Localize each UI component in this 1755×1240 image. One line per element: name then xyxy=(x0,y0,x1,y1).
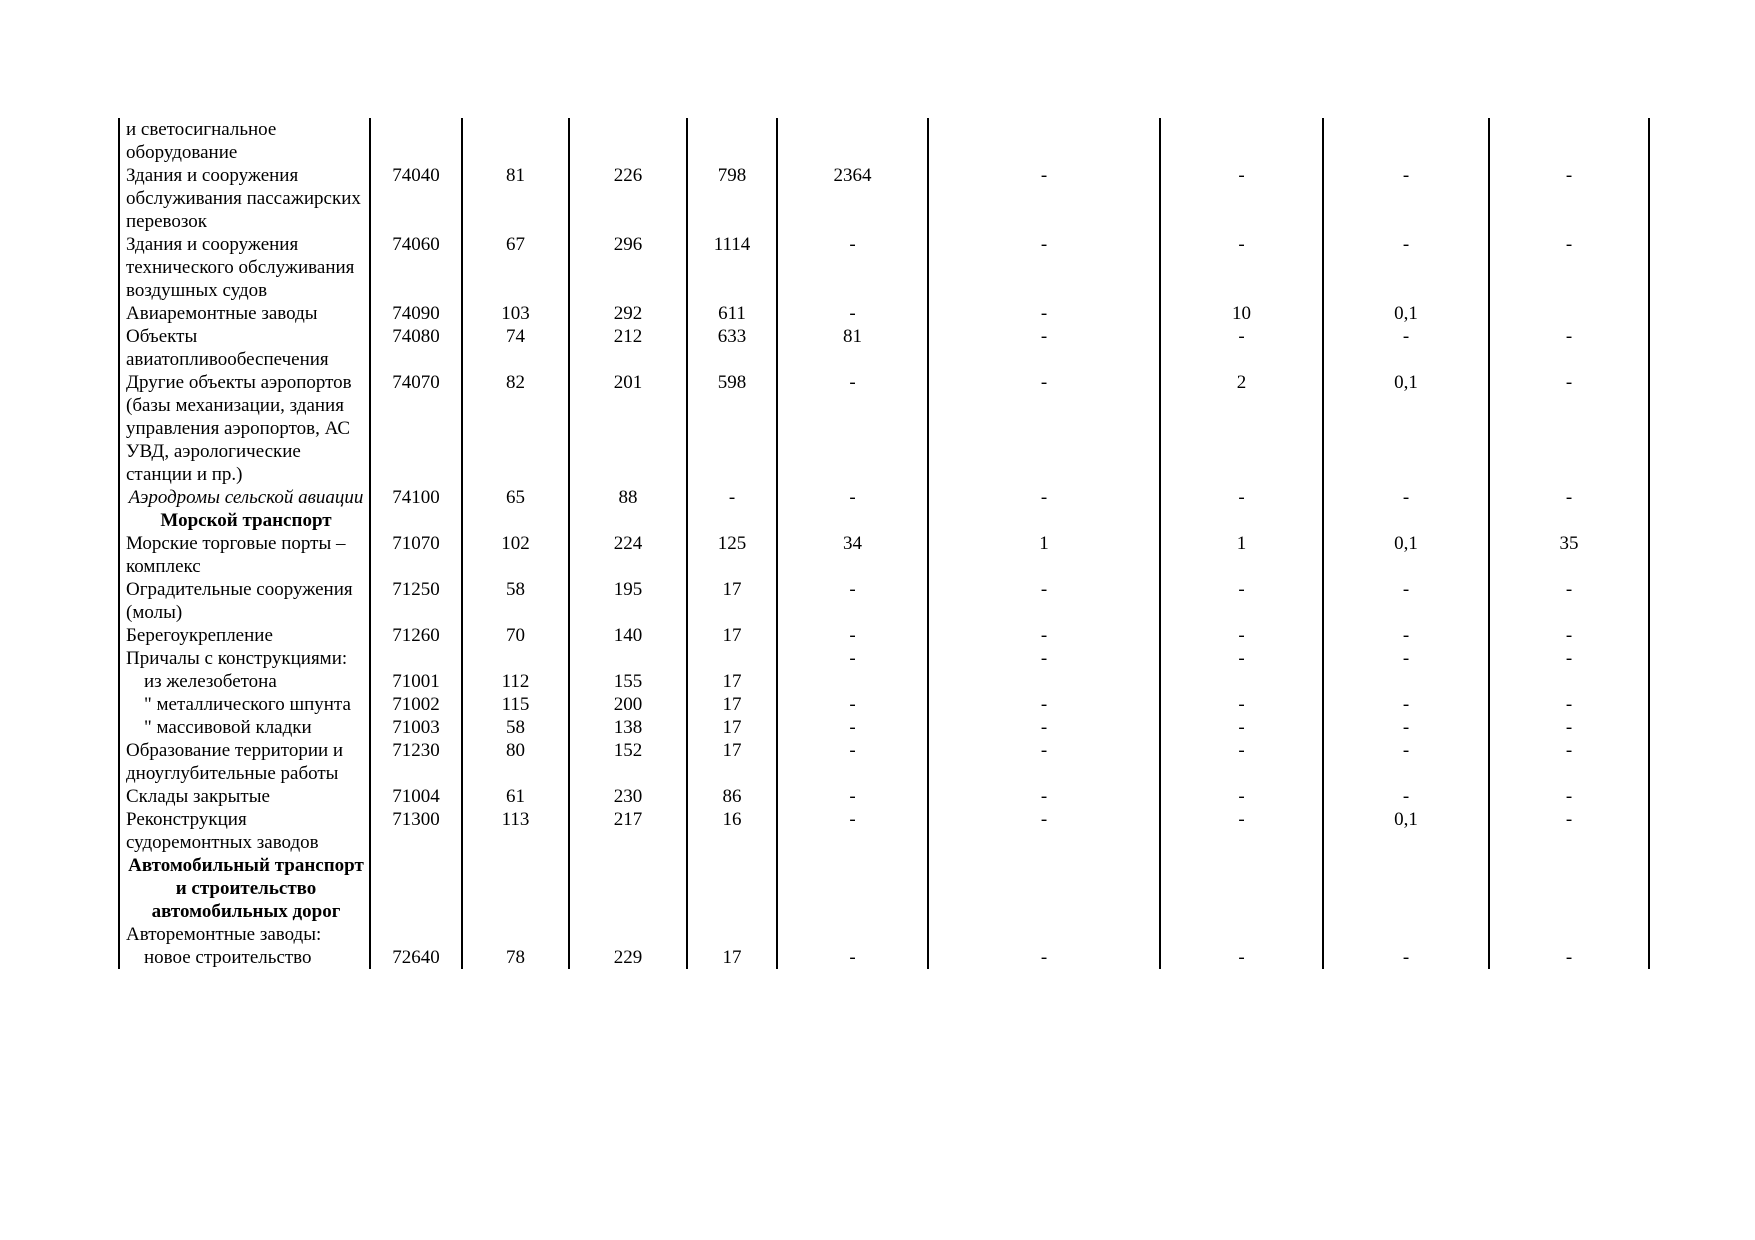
table-cell xyxy=(777,854,928,923)
table-cell: 71260 xyxy=(370,624,462,647)
table-cell: - xyxy=(1489,164,1649,233)
row-label: Здания и сооружения технического обслуживания воздушных судов xyxy=(119,233,370,302)
table-cell: 71230 xyxy=(370,739,462,785)
table-cell xyxy=(1160,670,1323,693)
table-cell: 103 xyxy=(462,302,569,325)
table-cell xyxy=(569,118,687,164)
table-row xyxy=(119,624,1649,647)
table-cell: 598 xyxy=(687,371,777,486)
table-row xyxy=(119,808,1649,854)
table-cell: 67 xyxy=(462,233,569,302)
table-cell: 71250 xyxy=(370,578,462,624)
table-row xyxy=(119,164,1649,233)
table-row xyxy=(119,647,1649,670)
table-cell: 10 xyxy=(1160,302,1323,325)
table-cell: 201 xyxy=(569,371,687,486)
table-cell: - xyxy=(928,808,1160,854)
table-cell: - xyxy=(1323,624,1489,647)
table-row xyxy=(119,578,1649,624)
table-cell: 2 xyxy=(1160,371,1323,486)
table-cell: 0,1 xyxy=(1323,808,1489,854)
table-cell: 74070 xyxy=(370,371,462,486)
table-cell: - xyxy=(1489,325,1649,371)
table-cell xyxy=(687,854,777,923)
table-cell: 17 xyxy=(687,670,777,693)
table-cell: - xyxy=(1323,946,1489,969)
table-cell xyxy=(687,923,777,946)
table-cell: - xyxy=(1323,716,1489,739)
table-cell xyxy=(777,923,928,946)
table-cell: 71001 xyxy=(370,670,462,693)
row-label: Оградительные сооружения (молы) xyxy=(119,578,370,624)
table-cell xyxy=(462,923,569,946)
table-cell: 78 xyxy=(462,946,569,969)
table-cell xyxy=(1160,118,1323,164)
table-row xyxy=(119,509,1649,532)
table-cell: - xyxy=(928,716,1160,739)
table-cell: - xyxy=(1323,164,1489,233)
table-cell: - xyxy=(928,371,1160,486)
table-cell: - xyxy=(1160,325,1323,371)
table-cell: - xyxy=(1160,693,1323,716)
table-cell xyxy=(1323,118,1489,164)
table-cell: - xyxy=(928,164,1160,233)
table-cell: - xyxy=(687,486,777,509)
table-cell: 230 xyxy=(569,785,687,808)
table-cell: 74090 xyxy=(370,302,462,325)
table-cell: - xyxy=(928,693,1160,716)
table-cell: - xyxy=(928,739,1160,785)
table-cell: 125 xyxy=(687,532,777,578)
table-cell xyxy=(1489,509,1649,532)
table-cell xyxy=(687,509,777,532)
table-cell: - xyxy=(777,578,928,624)
table-cell: - xyxy=(777,302,928,325)
table-cell xyxy=(928,670,1160,693)
table-cell: - xyxy=(1160,785,1323,808)
row-label: Склады закрытые xyxy=(119,785,370,808)
table-cell xyxy=(370,647,462,670)
table-cell: - xyxy=(1323,647,1489,670)
table-cell: - xyxy=(928,624,1160,647)
table-row xyxy=(119,325,1649,371)
row-label: Аэродромы сельской авиации xyxy=(119,486,370,509)
table-cell: - xyxy=(1489,624,1649,647)
table-cell: 1 xyxy=(928,532,1160,578)
table-cell: - xyxy=(1489,785,1649,808)
table-cell xyxy=(370,923,462,946)
row-label: Причалы с конструкциями: xyxy=(119,647,370,670)
table-cell: 102 xyxy=(462,532,569,578)
table-row xyxy=(119,923,1649,946)
table-cell: - xyxy=(1160,578,1323,624)
table-cell: - xyxy=(1489,739,1649,785)
table-cell: 35 xyxy=(1489,532,1649,578)
table-cell: 1114 xyxy=(687,233,777,302)
table-cell: 74040 xyxy=(370,164,462,233)
table-cell: - xyxy=(777,739,928,785)
table-cell: - xyxy=(777,233,928,302)
row-label: Другие объекты аэропортов (базы механизации, здания управления аэропортов, АС УВД, аэрологические станции и пр.) xyxy=(119,371,370,486)
table-cell xyxy=(928,509,1160,532)
row-label: " массивовой кладки xyxy=(119,716,370,739)
table-cell xyxy=(1160,923,1323,946)
table-cell: - xyxy=(1489,693,1649,716)
table-cell xyxy=(462,854,569,923)
table-cell: 88 xyxy=(569,486,687,509)
table-cell: 58 xyxy=(462,578,569,624)
table-row xyxy=(119,693,1649,716)
table-cell: 74060 xyxy=(370,233,462,302)
table-cell xyxy=(1323,854,1489,923)
table-cell: - xyxy=(1323,785,1489,808)
table-cell xyxy=(1160,509,1323,532)
table-cell xyxy=(1489,923,1649,946)
table-cell: 61 xyxy=(462,785,569,808)
table-cell: 17 xyxy=(687,624,777,647)
table-cell: 292 xyxy=(569,302,687,325)
table-cell: 217 xyxy=(569,808,687,854)
table-cell: 81 xyxy=(462,164,569,233)
table-cell: 229 xyxy=(569,946,687,969)
table-cell xyxy=(687,647,777,670)
table-cell: 226 xyxy=(569,164,687,233)
table-cell: 74 xyxy=(462,325,569,371)
table-cell: 200 xyxy=(569,693,687,716)
table-row xyxy=(119,371,1649,486)
table-cell: 0,1 xyxy=(1323,532,1489,578)
table-cell xyxy=(462,647,569,670)
table-cell xyxy=(569,647,687,670)
table-cell: - xyxy=(1489,578,1649,624)
table-cell xyxy=(777,670,928,693)
table-cell: 17 xyxy=(687,716,777,739)
table-cell xyxy=(1323,670,1489,693)
table-cell: - xyxy=(777,486,928,509)
table-cell xyxy=(370,509,462,532)
table-cell: - xyxy=(1489,486,1649,509)
table-cell: - xyxy=(928,647,1160,670)
table-cell xyxy=(928,118,1160,164)
table-cell: - xyxy=(1323,233,1489,302)
table-cell: 86 xyxy=(687,785,777,808)
row-label: Морской транспорт xyxy=(119,509,370,532)
table-cell xyxy=(569,509,687,532)
table-cell: - xyxy=(1489,716,1649,739)
table-cell: 81 xyxy=(777,325,928,371)
data-table xyxy=(118,118,1650,969)
table-cell: - xyxy=(777,624,928,647)
row-label: из железобетона xyxy=(119,670,370,693)
table-cell: - xyxy=(1160,647,1323,670)
table-cell: - xyxy=(928,302,1160,325)
table-cell: 17 xyxy=(687,739,777,785)
table-cell: 152 xyxy=(569,739,687,785)
table-cell: 71002 xyxy=(370,693,462,716)
table-cell: - xyxy=(777,647,928,670)
table-cell: - xyxy=(1160,624,1323,647)
table-cell xyxy=(928,854,1160,923)
row-label: Объекты авиатопливообеспечения xyxy=(119,325,370,371)
row-label: Морские торговые порты – комплекс xyxy=(119,532,370,578)
table-cell: 155 xyxy=(569,670,687,693)
row-label: Авторемонтные заводы: xyxy=(119,923,370,946)
table-cell: 72640 xyxy=(370,946,462,969)
table-cell: - xyxy=(928,946,1160,969)
table-cell: 71003 xyxy=(370,716,462,739)
table-cell xyxy=(1489,302,1649,325)
table-cell: - xyxy=(1323,325,1489,371)
table-row xyxy=(119,670,1649,693)
table-cell: - xyxy=(1323,578,1489,624)
table-cell xyxy=(370,118,462,164)
row-label: " металлического шпунта xyxy=(119,693,370,716)
table-cell: 1 xyxy=(1160,532,1323,578)
table-cell: 113 xyxy=(462,808,569,854)
table-cell: - xyxy=(1323,739,1489,785)
table-cell xyxy=(1323,923,1489,946)
table-cell: 138 xyxy=(569,716,687,739)
table-cell: - xyxy=(777,808,928,854)
table-cell xyxy=(777,509,928,532)
table-cell: 74100 xyxy=(370,486,462,509)
table-cell xyxy=(777,118,928,164)
table-cell: 65 xyxy=(462,486,569,509)
table-body xyxy=(119,118,1649,969)
table-cell xyxy=(1489,854,1649,923)
table-cell: - xyxy=(1323,486,1489,509)
table-cell: 17 xyxy=(687,693,777,716)
table-cell: - xyxy=(1160,739,1323,785)
table-cell: 0,1 xyxy=(1323,302,1489,325)
table-cell xyxy=(1323,509,1489,532)
table-cell: 17 xyxy=(687,578,777,624)
table-cell: - xyxy=(777,785,928,808)
table-cell xyxy=(462,118,569,164)
table-row xyxy=(119,302,1649,325)
table-cell: - xyxy=(1489,647,1649,670)
table-cell: - xyxy=(928,486,1160,509)
row-label: Реконструкция судоремонтных заводов xyxy=(119,808,370,854)
table-cell xyxy=(687,118,777,164)
table-row xyxy=(119,946,1649,969)
table-cell xyxy=(569,923,687,946)
table-cell: 74080 xyxy=(370,325,462,371)
table-cell: 611 xyxy=(687,302,777,325)
table-cell: - xyxy=(928,578,1160,624)
table-cell: - xyxy=(777,693,928,716)
row-label: Автомобильный транспорт и строительство автомобильных дорог xyxy=(119,854,370,923)
table-cell: - xyxy=(1489,808,1649,854)
table-cell: 0,1 xyxy=(1323,371,1489,486)
table-cell: - xyxy=(777,946,928,969)
table-cell: - xyxy=(1160,486,1323,509)
row-label: новое строительство xyxy=(119,946,370,969)
table-cell: - xyxy=(928,233,1160,302)
table-cell: 296 xyxy=(569,233,687,302)
table-row xyxy=(119,532,1649,578)
table-cell xyxy=(928,923,1160,946)
table-cell: 212 xyxy=(569,325,687,371)
table-cell: - xyxy=(1160,808,1323,854)
table-cell: 112 xyxy=(462,670,569,693)
table-cell xyxy=(569,854,687,923)
table-cell: 16 xyxy=(687,808,777,854)
table-cell: 70 xyxy=(462,624,569,647)
table-cell: - xyxy=(1160,233,1323,302)
table-cell: 58 xyxy=(462,716,569,739)
table-cell: 224 xyxy=(569,532,687,578)
table-cell: 82 xyxy=(462,371,569,486)
table-row xyxy=(119,233,1649,302)
table-cell: 2364 xyxy=(777,164,928,233)
table-row xyxy=(119,716,1649,739)
table-row xyxy=(119,785,1649,808)
table-cell: 798 xyxy=(687,164,777,233)
table-row xyxy=(119,739,1649,785)
table-cell xyxy=(462,509,569,532)
table-row xyxy=(119,854,1649,923)
table-cell: 115 xyxy=(462,693,569,716)
table-cell xyxy=(1489,670,1649,693)
table-cell: - xyxy=(928,785,1160,808)
table-cell: - xyxy=(1160,946,1323,969)
table-cell: - xyxy=(777,371,928,486)
table-cell: 195 xyxy=(569,578,687,624)
table-cell: 34 xyxy=(777,532,928,578)
table-cell: - xyxy=(777,716,928,739)
table-row xyxy=(119,118,1649,164)
row-label: Берегоукрепление xyxy=(119,624,370,647)
row-label: Авиаремонтные заводы xyxy=(119,302,370,325)
table-cell: - xyxy=(1160,164,1323,233)
table-cell: - xyxy=(1489,946,1649,969)
table-cell xyxy=(1160,854,1323,923)
table-cell: 71004 xyxy=(370,785,462,808)
table-cell xyxy=(1489,118,1649,164)
table-cell: - xyxy=(1489,233,1649,302)
row-label: Здания и сооружения обслуживания пассажирских перевозок xyxy=(119,164,370,233)
table-cell: - xyxy=(1160,716,1323,739)
table-row xyxy=(119,486,1649,509)
table-cell: - xyxy=(1323,693,1489,716)
row-label: и светосигнальное оборудование xyxy=(119,118,370,164)
table-cell: 71070 xyxy=(370,532,462,578)
table-cell: 71300 xyxy=(370,808,462,854)
table-cell: 80 xyxy=(462,739,569,785)
row-label: Образование территории и дноуглубительные работы xyxy=(119,739,370,785)
table-cell: 633 xyxy=(687,325,777,371)
table-cell: - xyxy=(1489,371,1649,486)
table-cell: - xyxy=(928,325,1160,371)
table-cell: 17 xyxy=(687,946,777,969)
table-cell: 140 xyxy=(569,624,687,647)
table-cell xyxy=(370,854,462,923)
